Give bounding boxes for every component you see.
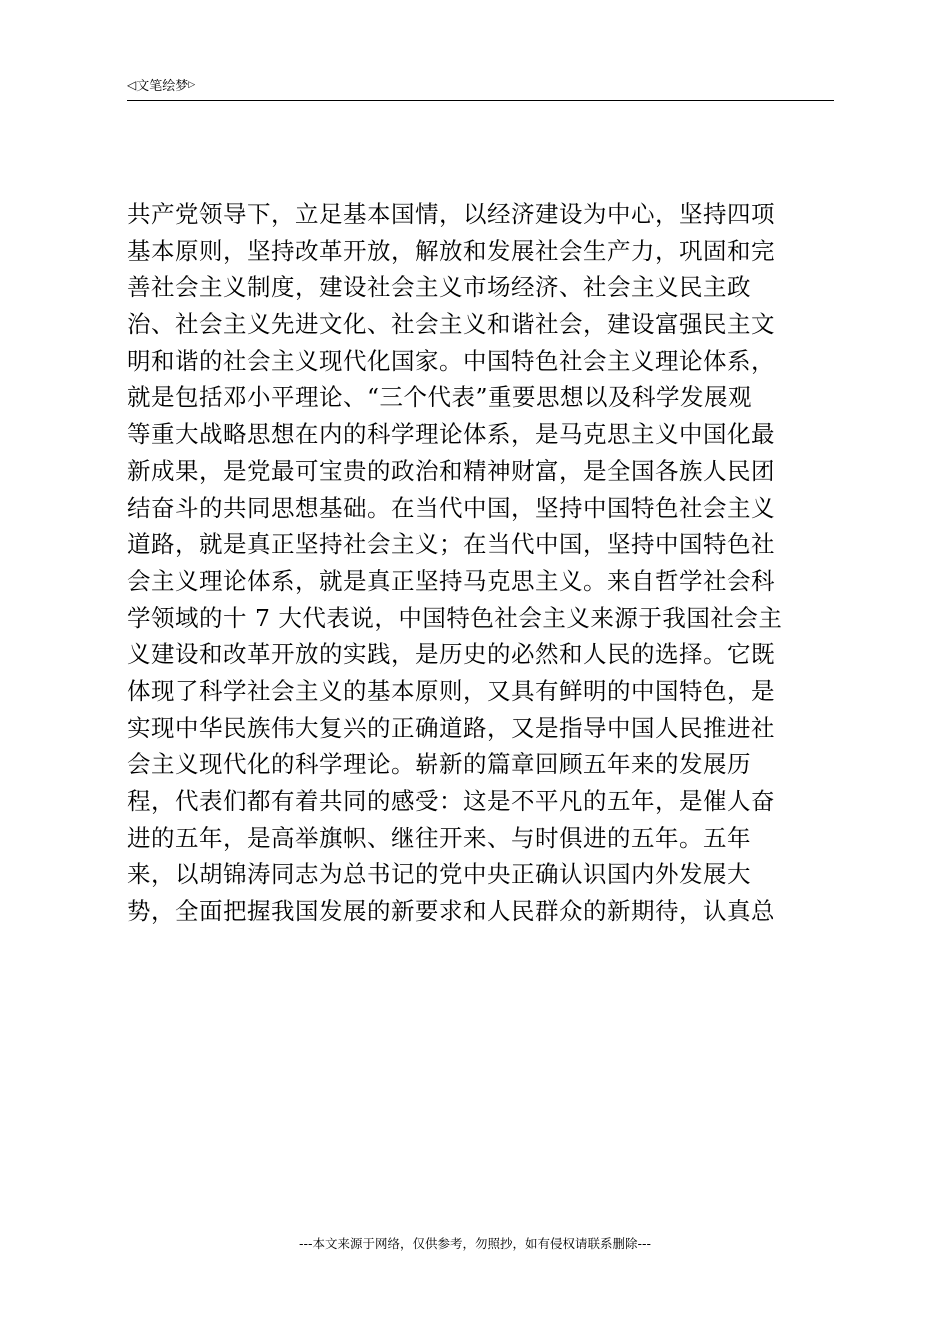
body-line: 势，全面把握我国发展的新要求和人民群众的新期待，认真总 <box>127 897 775 926</box>
left-triangle-icon: ◁ <box>127 78 137 92</box>
body-line: 学领域的十 7 大代表说，中国特色社会主义来源于我国社会主 <box>127 603 783 632</box>
body-line: 进的五年，是高举旗帜、继往开来、与时俱进的五年。五年 <box>127 823 751 852</box>
header-brand <box>127 76 195 96</box>
document-body <box>127 196 837 930</box>
header-brand-text: 文笔绘梦 <box>136 79 189 94</box>
body-line: 善社会主义制度，建设社会主义市场经济、社会主义民主政 <box>127 273 751 302</box>
footer-disclaimer: ---本文来源于网络，仅供参考，勿照抄，如有侵权请联系删除--- <box>298 1236 652 1251</box>
body-line: 程，代表们都有着共同的感受：这是不平凡的五年，是催人奋 <box>127 787 775 815</box>
page-header <box>127 76 834 101</box>
body-line: 基本原则，坚持改革开放，解放和发展社会生产力，巩固和完 <box>127 236 775 265</box>
body-line: 治、社会主义先进文化、社会主义和谐社会，建设富强民主文 <box>127 310 775 339</box>
body-line: 来，以胡锦涛同志为总书记的党中央正确认识国内外发展大 <box>127 860 751 889</box>
right-triangle-icon: ▷ <box>188 80 196 90</box>
body-line: 新成果，是党最可宝贵的政治和精神财富，是全国各族人民团 <box>127 456 775 485</box>
body-line: 道路，就是真正坚持社会主义；在当代中国，坚持中国特色社 <box>127 530 775 559</box>
body-line: 等重大战略思想在内的科学理论体系，是马克思主义中国化最 <box>127 420 775 449</box>
body-line: 实现中华民族伟大复兴的正确道路，又是指导中国人民推进社 <box>127 713 775 742</box>
body-line: 会主义现代化的科学理论。崭新的篇章回顾五年来的发展历 <box>127 750 751 779</box>
body-line: 结奋斗的共同思想基础。在当代中国，坚持中国特色社会主义 <box>127 493 775 522</box>
body-line: 共产党领导下，立足基本国情，以经济建设为中心，坚持四项 <box>127 200 775 228</box>
body-line: 体现了科学社会主义的基本原则，又具有鲜明的中国特色，是 <box>127 676 775 705</box>
body-line: 义建设和改革开放的实践，是历史的必然和人民的选择。它既 <box>127 640 775 669</box>
body-line: 会主义理论体系，就是真正坚持马克思主义。来自哲学社会科 <box>127 566 775 595</box>
body-line: 就是包括邓小平理论、“三个代表”重要思想以及科学发展观 <box>127 383 753 412</box>
body-line: 明和谐的社会主义现代化国家。中国特色社会主义理论体系， <box>127 346 775 375</box>
